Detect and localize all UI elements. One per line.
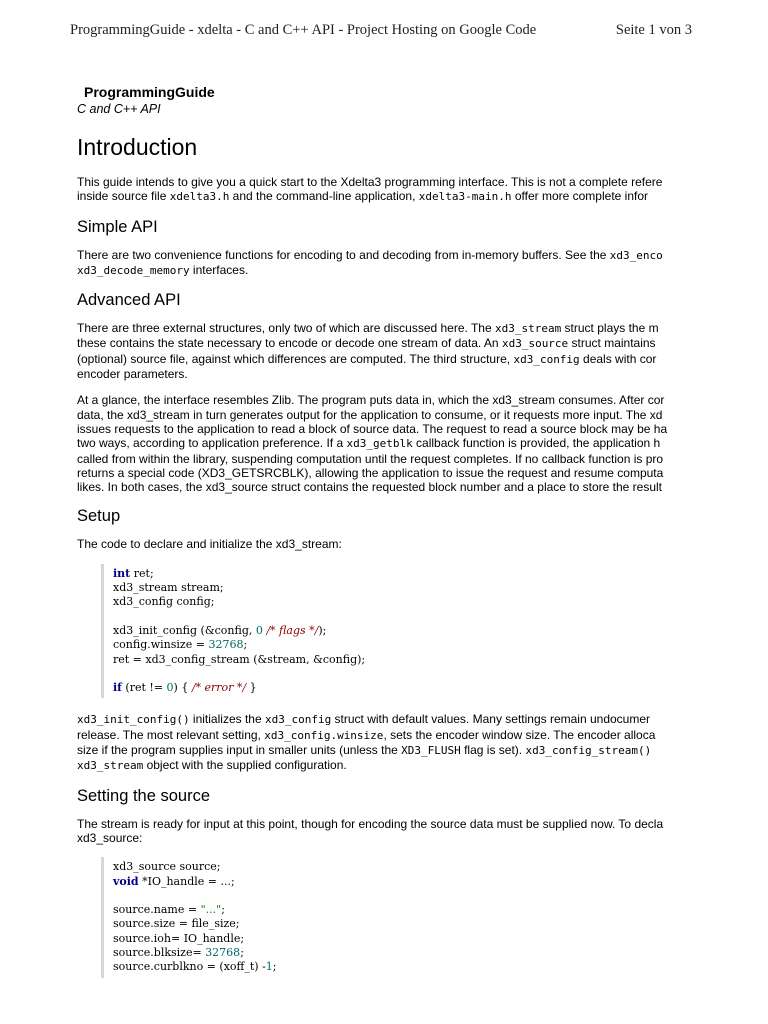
wiki-page-name: ProgrammingGuide: [84, 84, 215, 100]
source-paragraph: The stream is ready for input at this point, though for encoding the source data must be supplied now. To decla xd3_source:: [77, 816, 664, 845]
heading-simple-api: Simple API: [77, 217, 158, 236]
code-block-setup: int ret; xd3_stream stream; xd3_config config; xd3_init_config (&config, 0 /* flags */); config.winsize = 32768; ret = xd3_config_stream (&stream, &config); if (ret != 0) { /* error */ }: [101, 564, 692, 699]
print-header-page-number: Seite 1 von 3: [615, 22, 692, 38]
code-xdelta3-main-h: xdelta3-main.h: [418, 190, 512, 204]
print-header: [70, 22, 692, 42]
setup-after-paragraph: xd3_init_config() initializes the xd3_config struct with default values. Many settings remain undocumer release. The most relevant setting, xd3_config.winsize, sets the encoder window size. The encoder alloca size if the program supplies input in smaller units (unless the XD3_FLUSH flag is set). xd3_config_stream() xd3_stream object with the supplied configuration.: [77, 712, 656, 773]
print-header-title: ProgrammingGuide - xdelta - C and C++ API - Project Hosting on Google Code: [70, 22, 537, 38]
code-xd3-decode-memory: xd3_decode_memory: [77, 263, 190, 277]
setup-intro: The code to declare and initialize the xd3_stream:: [77, 537, 342, 552]
heading-setting-the-source: Setting the source: [77, 786, 210, 805]
wiki-content: [77, 84, 692, 1024]
advanced-api-paragraph-1: There are three external structures, only two of which are discussed here. The xd3_stream struct plays the m these contains the state necessary to encode or decode one stream of data. An xd3_source struct maintains (optional) source file, against which differences are computed. The third structure, xd3_config deals with cor encoder parameters.: [77, 321, 659, 382]
heading-introduction: Introduction: [77, 134, 198, 160]
code-block-source: xd3_source source; void *IO_handle = ...; source.name = "..."; source.size = file_size; source.ioh= IO_handle; source.blksize= 32768; source.curblkno = (xoff_t) -1;: [101, 857, 692, 977]
simple-api-paragraph: There are two convenience functions for encoding to and decoding from in-memory buffers. See the xd3_enco xd3_decode_memory interfaces.: [77, 247, 663, 277]
heading-setup: Setup: [77, 507, 121, 526]
code-xdelta3-h: xdelta3.h: [169, 190, 230, 204]
intro-paragraph: This guide intends to give you a quick start to the Xdelta3 programming interface. This is not a complete refere inside source file xdelta3.h and the command-line application, xdelta3-main.h offer more complete infor: [77, 175, 663, 204]
advanced-api-paragraph-2: At a glance, the interface resembles Zlib. The program puts data in, which the xd3_stream consumes. After cor data, the xd3_stream in turn generates output for the application to consume, or it requests more input. The xd issues requests to the application to read a block of source data. The request to read a source block may be ha two ways, according to application preference. If a xd3_getblk callback function is provided, the application h called from within the library, suspending computation until the request completes. If no callback function is pro returns a special code (XD3_GETSRCBLK), allowing the application to issue the request and resume computa likes. In both cases, the xd3_source struct contains the requested block number and a place to store the result: [77, 393, 668, 495]
heading-advanced-api: Advanced API: [77, 291, 181, 310]
wiki-page-summary: C and C++ API: [77, 102, 161, 116]
